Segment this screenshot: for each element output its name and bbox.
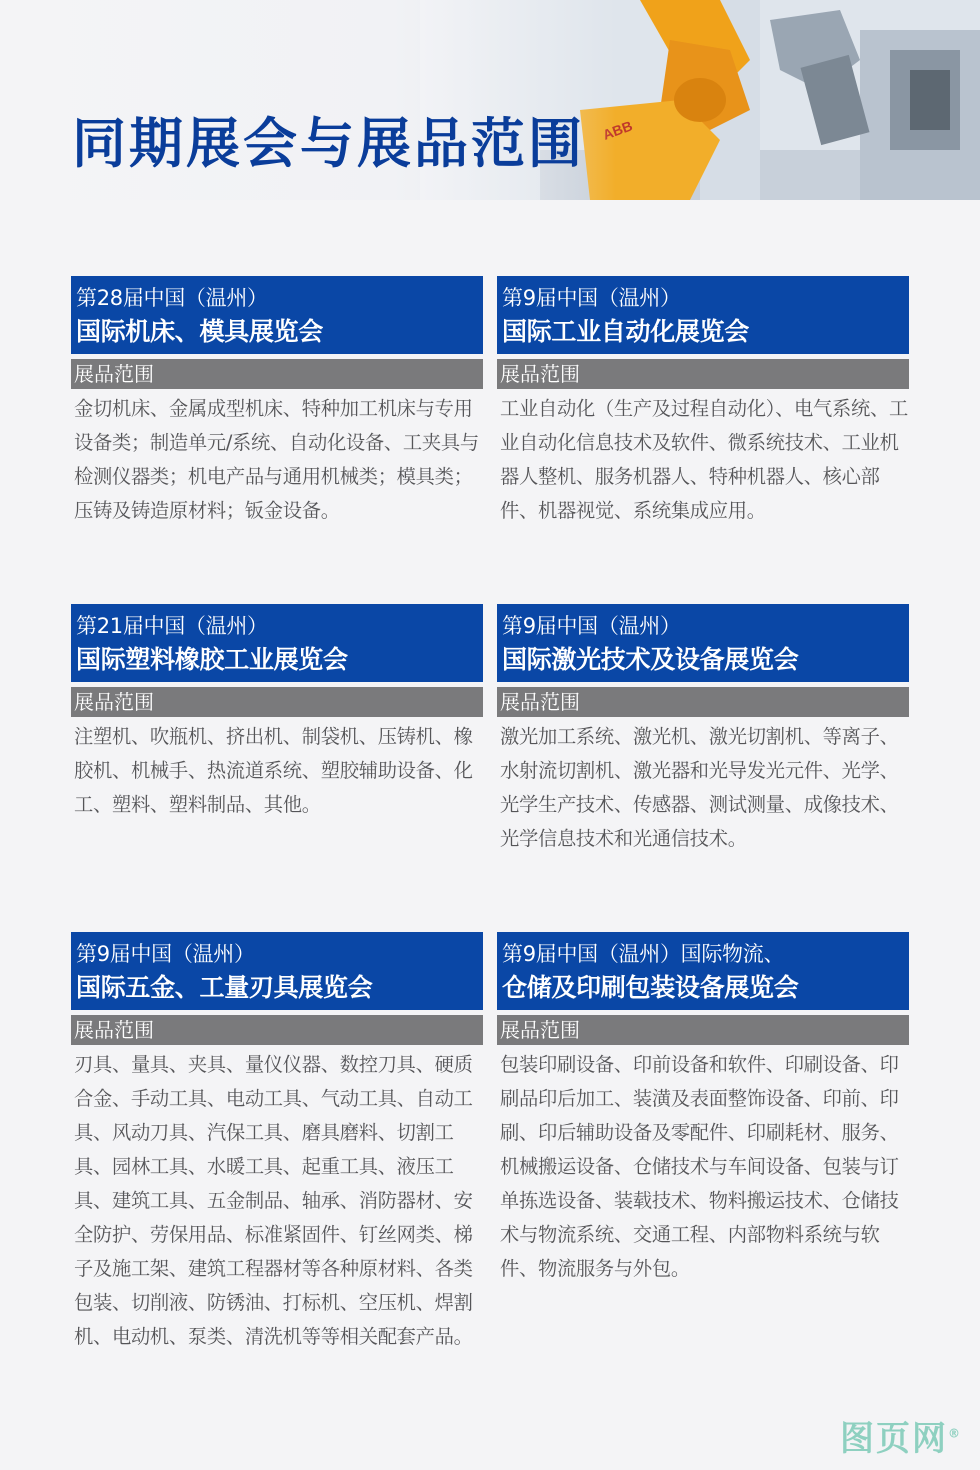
exhibition-edition: 第9届中国（温州） bbox=[502, 286, 681, 310]
scope-label: 展品范围 bbox=[71, 1015, 483, 1045]
scope-label: 展品范围 bbox=[71, 687, 483, 717]
scope-text: 激光加工系统、激光机、激光切割机、等离子、水射流切割机、激光器和光导发光元件、光学、光学生产技术、传感器、测试测量、成像技术、光学信息技术和光通信技术。 bbox=[500, 725, 899, 850]
exhibition-card-logistics-printing bbox=[497, 932, 909, 1286]
exhibition-edition: 第21届中国（温州） bbox=[76, 614, 268, 638]
exhibition-name: 国际工业自动化展览会 bbox=[502, 317, 750, 346]
exhibition-name: 国际激光技术及设备展览会 bbox=[502, 645, 799, 674]
scope-text: 包装印刷设备、印前设备和软件、印刷设备、印刷品印后加工、装潢及表面整饰设备、印前、印刷、印后辅助设备及零配件、印刷耗材、服务、机械搬运设备、仓储技术与车间设备、包装与订单拣选设备、装载技术、物料搬运技术、仓储技术与物流系统、交通工程、内部物料系统与软件、物流服务与外包。 bbox=[500, 1053, 899, 1280]
scope-label: 展品范围 bbox=[497, 687, 909, 717]
exhibition-header bbox=[497, 276, 909, 356]
exhibition-header bbox=[71, 604, 483, 684]
scope-label: 展品范围 bbox=[71, 359, 483, 389]
exhibition-edition: 第9届中国（温州） bbox=[502, 614, 681, 638]
exhibition-edition: 第9届中国（温州）国际物流、 bbox=[502, 942, 785, 966]
exhibition-edition: 第28届中国（温州） bbox=[76, 286, 268, 310]
scope-text: 刃具、量具、夹具、量仪仪器、数控刀具、硬质合金、手动工具、电动工具、气动工具、自动工具、风动刀具、汽保工具、磨具磨料、切割工具、园林工具、水暖工具、起重工具、液压工具、建筑工具、五金制品、轴承、消防器材、安全防护、劳保用品、标准紧固件、钉丝网类、梯子及施工架、建筑工程器材等各种原材料、各类包装、切削液、防锈油、打标机、空压机、焊割机、电动机、泵类、清洗机等等相关配套产品。 bbox=[74, 1053, 473, 1348]
scope-text: 注塑机、吹瓶机、挤出机、制袋机、压铸机、橡胶机、机械手、热流道系统、塑胶辅助设备、化工、塑料、塑料制品、其他。 bbox=[74, 725, 473, 816]
exhibition-name: 国际机床、模具展览会 bbox=[76, 317, 324, 346]
scope-text: 金切机床、金属成型机床、特种加工机床与专用设备类；制造单元/系统、自动化设备、工夹具与检测仪器类；机电产品与通用机械类；模具类；压铸及铸造原材料；钣金设备。 bbox=[74, 397, 479, 522]
page-title: 同期展会与展品范围 bbox=[72, 112, 585, 175]
watermark-text: 图页网 bbox=[840, 1419, 948, 1459]
scope-label: 展品范围 bbox=[497, 359, 909, 389]
exhibition-name: 仓储及印刷包装设备展览会 bbox=[502, 973, 799, 1002]
exhibition-header bbox=[497, 604, 909, 684]
exhibition-name: 国际五金、工量刃具展览会 bbox=[76, 973, 373, 1002]
exhibition-edition: 第9届中国（温州） bbox=[76, 942, 255, 966]
exhibition-header bbox=[71, 932, 483, 1012]
scope-text: 工业自动化（生产及过程自动化）、电气系统、工业自动化信息技术及软件、微系统技术、工业机器人整机、服务机器人、特种机器人、核心部件、机器视觉、系统集成应用。 bbox=[500, 397, 908, 522]
exhibition-card-plastics-rubber bbox=[71, 604, 483, 822]
exhibition-card-hardware-tools bbox=[71, 932, 483, 1354]
exhibition-name: 国际塑料橡胶工业展览会 bbox=[76, 645, 348, 674]
exhibition-card-laser bbox=[497, 604, 909, 856]
registered-mark: ® bbox=[948, 1426, 962, 1441]
exhibition-card-automation bbox=[497, 276, 909, 528]
exhibition-header bbox=[71, 276, 483, 356]
scope-label: 展品范围 bbox=[497, 1015, 909, 1045]
exhibition-header bbox=[497, 932, 909, 1012]
exhibition-card-machine-tools bbox=[71, 276, 483, 528]
site-watermark-logo bbox=[840, 1411, 962, 1460]
